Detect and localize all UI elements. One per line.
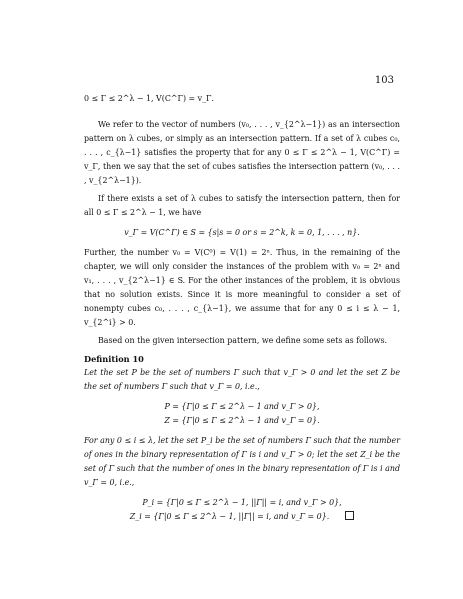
paragraph-existence: If there exists a set of λ cubes to satisfy the intersection pattern, then for all 0 ≤ Γ ≤ 2^λ − 1, we have <box>84 194 400 217</box>
qed-square-icon <box>345 511 354 520</box>
equation-set-z: Z = {Γ|0 ≤ Γ ≤ 2^λ − 1 and v_Γ = 0}. <box>164 416 320 425</box>
equation-vgamma: v_Γ = V(C^Γ) ∈ S = {s|s = 0 or s = 2^k, k = 0, 1, . . . , n}. <box>124 228 360 237</box>
paragraph-based-on: Based on the given intersection pattern, we define some sets as follows. <box>98 336 387 345</box>
definition-heading: Definition 10 <box>84 354 144 364</box>
paragraph-further: Further, the number v₀ = V(C⁰) = V(1) = 2ⁿ. Thus, in the remaining of the chapter, we will only consider the instances of the problem with v₀ = 2ⁿ and v₁, . . . , v_{2^λ−1} ∈ S. For the other instances of the problem, it is obvious that no solution exists. Since it is more meaningful to consider a set of nonempty cubes c₀, . . . , c_{λ−1}, we assume that for any 0 ≤ i ≤ λ − 1, v_{2^i} > 0. <box>84 248 400 327</box>
continuation-line: 0 ≤ Γ ≤ 2^λ − 1, V(C^Γ) = v_Γ. <box>84 94 215 103</box>
page-body <box>84 92 400 530</box>
paragraph-intersection-pattern: We refer to the vector of numbers (v₀, . . . , v_{2^λ−1}) as an intersection pattern on λ cubes, or simply as an intersection pattern. If a set of λ cubes c₀, . . . , c_{λ−1} satisfies the property that for any 0 ≤ Γ ≤ 2^λ − 1, V(C^Γ) = v_Γ, then we say that the set of cubes satisfies the intersection pattern (v₀, . . . , v_{2^λ−1}). <box>84 120 400 185</box>
page-number: 103 <box>374 75 394 86</box>
equation-set-p: P = {Γ|0 ≤ Γ ≤ 2^λ − 1 and v_Γ > 0}, <box>164 402 320 411</box>
equation-set-pi: P_i = {Γ|0 ≤ Γ ≤ 2^λ − 1, ||Γ|| = i, and v_Γ > 0}, <box>142 498 342 507</box>
definition-text-2: For any 0 ≤ i ≤ λ, let the set P_i be the set of numbers Γ such that the number of ones in the binary representation of Γ is i and v_Γ > 0; let the set Z_i be the set of Γ such that the number of ones in the binary representation of Γ is i and v_Γ = 0, i.e., <box>84 436 400 487</box>
definition-text-1: Let the set P be the set of numbers Γ such that v_Γ > 0 and let the set Z be the set of numbers Γ such that v_Γ = 0, i.e., <box>84 368 400 391</box>
equation-set-zi: Z_i = {Γ|0 ≤ Γ ≤ 2^λ − 1, ||Γ|| = i, and v_Γ = 0}. <box>129 512 330 521</box>
